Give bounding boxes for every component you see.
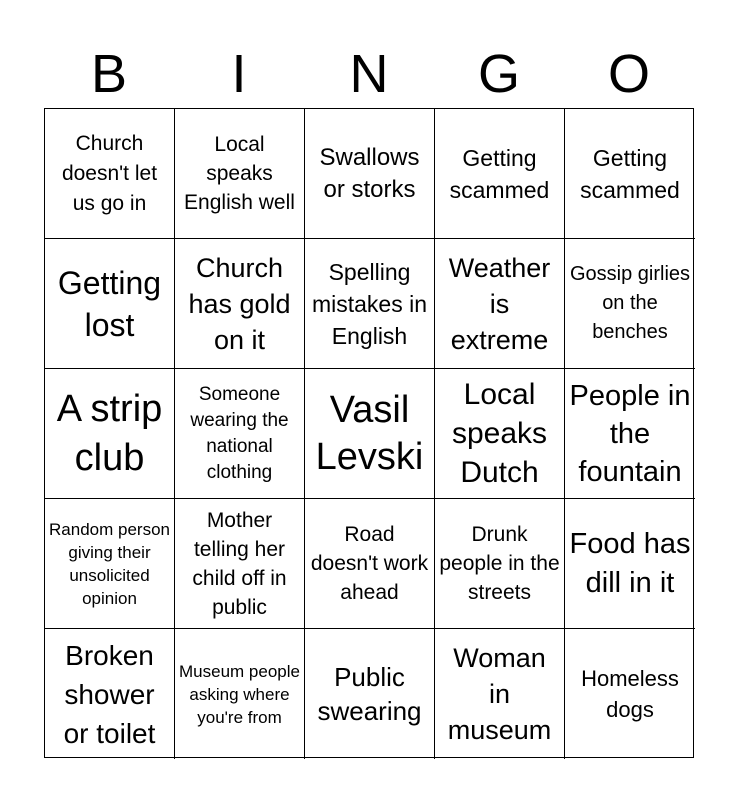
header-letter-n: N [349,44,389,104]
bingo-cell[interactable] [435,239,565,369]
cell-text: Local speaks Dutch [451,378,548,489]
bingo-cell[interactable] [45,109,175,239]
cell-text: Church has gold on it [188,252,291,355]
bingo-cell[interactable] [175,629,305,759]
cell-text: Getting scammed [449,144,550,203]
bingo-cell[interactable] [305,239,435,369]
header-letter-g: G [477,44,520,104]
bingo-cell[interactable] [435,499,565,629]
cell-text: Homeless dogs [581,666,679,722]
bingo-cell[interactable] [565,629,695,759]
cell-text: Mother telling her child off in public [192,508,287,619]
cell-text: Swallows or storks [319,143,420,203]
bingo-cell[interactable] [565,109,695,239]
cell-text: Woman in museum [447,643,552,745]
cell-text: Gossip girlies on the benches [569,263,691,343]
cell-text: Vasil Levski [315,388,424,478]
cell-text: Public swearing [317,662,422,726]
bingo-header [44,40,694,108]
cell-text: Church doesn't let us go in [61,131,158,215]
bingo-cell[interactable] [45,629,175,759]
cell-text: Drunk people in the streets [439,523,560,604]
bingo-cell[interactable] [435,369,565,499]
cell-text: Someone wearing the national clothing [190,383,289,483]
cell-text: Weather is extreme [448,252,551,355]
bingo-grid [44,108,694,758]
cell-text: Getting scammed [580,144,680,203]
bingo-cell[interactable] [175,369,305,499]
bingo-cell[interactable] [435,629,565,759]
cell-text: A strip club [56,387,163,479]
bingo-cell[interactable] [435,109,565,239]
bingo-cell[interactable] [45,499,175,629]
cell-text: People in the fountain [569,379,691,488]
bingo-cell[interactable] [565,369,695,499]
header-letter-o: O [607,44,650,104]
cell-text: Food has dill in it [569,527,691,599]
bingo-cell[interactable] [305,369,435,499]
bingo-cell[interactable] [565,499,695,629]
bingo-cell[interactable] [305,629,435,759]
bingo-cell[interactable] [175,239,305,369]
bingo-cell[interactable] [175,109,305,239]
cell-text: Broken shower or toilet [63,639,156,749]
bingo-cell[interactable] [45,369,175,499]
cell-text: Random person giving their unsolicited opinion [49,519,170,608]
bingo-cell[interactable] [305,499,435,629]
bingo-cell[interactable] [305,109,435,239]
header-letter-i: I [231,44,247,104]
header-letter-b: B [90,44,128,104]
cell-text: Spelling mistakes in English [311,258,428,349]
bingo-cell[interactable] [175,499,305,629]
cell-text: Road doesn't work ahead [310,523,429,604]
cell-text: Getting lost [57,264,162,343]
bingo-cell[interactable] [45,239,175,369]
cell-text: Museum people asking where you're from [179,661,300,727]
cell-text: Local speaks English well [184,133,295,214]
bingo-cell[interactable] [565,239,695,369]
